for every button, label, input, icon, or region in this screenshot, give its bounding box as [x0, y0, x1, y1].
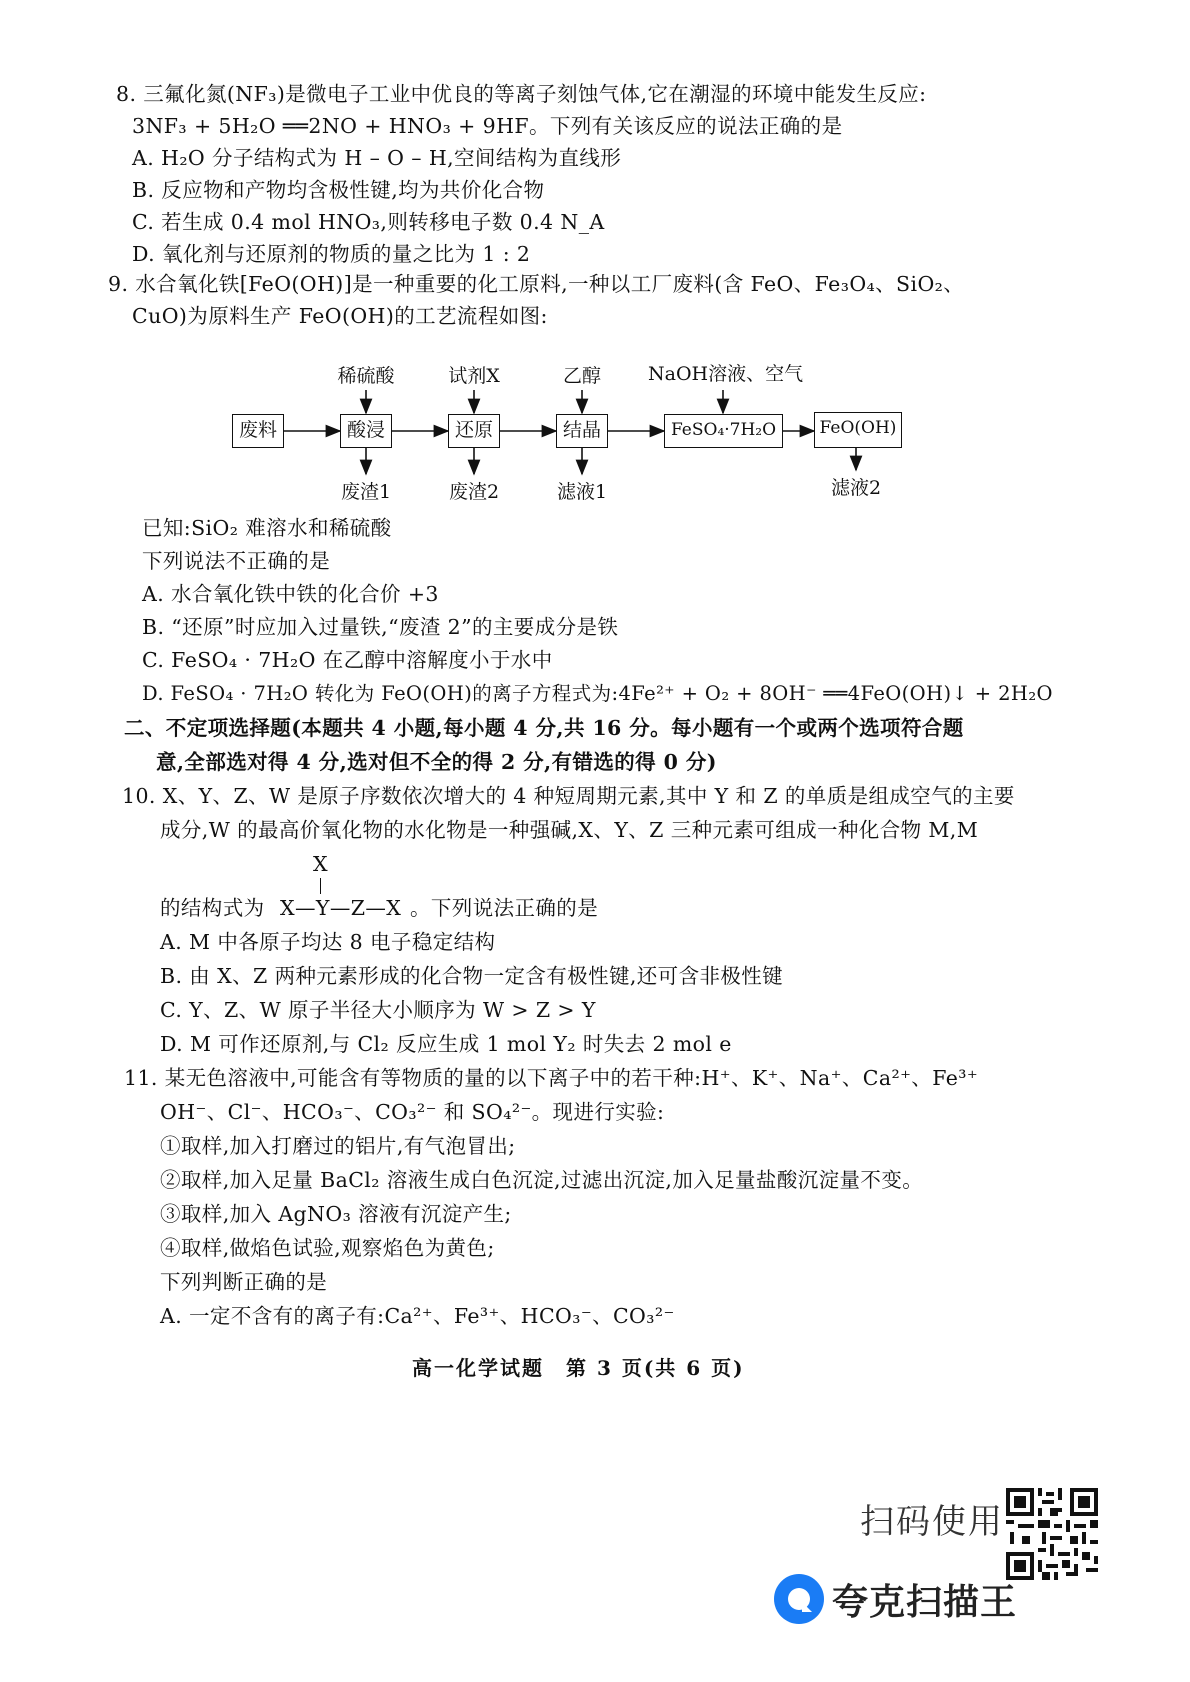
q8-option-b: B. 反应物和产物均含极性键,均为共价化合物 [132, 178, 545, 202]
q8-option-d: D. 氧化剂与还原剂的物质的量之比为 1 : 2 [132, 242, 531, 266]
q10-option-a: A. M 中各原子均达 8 电子稳定结构 [160, 930, 496, 954]
q11-stem: 下列判断正确的是 [160, 1270, 328, 1294]
q10-structure-bond [320, 878, 321, 894]
q10-structure-formula: X—Y—Z—X [280, 896, 402, 920]
flow-box-reduction: 还原 [448, 414, 500, 448]
q10-line1: 10. X、Y、Z、W 是原子序数依次增大的 4 种短周期元素,其中 Y 和 Z 的单质是组成空气的主要 [122, 784, 1015, 808]
q10-line3-suffix: 。下列说法正确的是 [410, 896, 599, 920]
q9-known: 已知:SiO₂ 难溶水和稀硫酸 [142, 516, 392, 540]
q8-option-a: A. H₂O 分子结构式为 H – O – H,空间结构为直线形 [132, 146, 622, 170]
q10-option-c: C. Y、Z、W 原子半径大小顺序为 W > Z > Y [160, 998, 596, 1022]
flow-output-residue2: 废渣2 [448, 481, 500, 503]
quark-logo-icon [772, 1572, 826, 1630]
q9-line2: CuO)为原料生产 FeO(OH)的工艺流程如图: [132, 304, 548, 328]
q8-option-c: C. 若生成 0.4 mol HNO₃,则转移电子数 0.4 N_A [132, 210, 605, 234]
flow-input-ethanol: 乙醇 [562, 365, 601, 387]
q9-line1: 9. 水合氧化铁[FeO(OH)]是一种重要的化工原料,一种以工厂废料(含 FeO、Fe₃O₄、SiO₂、 [108, 272, 965, 296]
section2-heading-line2: 意,全部选对得 4 分,选对但不全的得 2 分,有错选的得 0 分) [156, 750, 717, 774]
q9-option-c: C. FeSO₄ · 7H₂O 在乙醇中溶解度小于水中 [142, 648, 553, 672]
scan-to-use-text: 扫码使用 [860, 1502, 1004, 1542]
flow-box-feooh: FeO(OH) [814, 412, 902, 448]
qr-code-icon[interactable] [1006, 1488, 1098, 1584]
q9-stem: 下列说法不正确的是 [142, 549, 331, 573]
q11-experiment2: ②取样,加入足量 BaCl₂ 溶液生成白色沉淀,过滤出沉淀,加入足量盐酸沉淀量不变。 [160, 1168, 924, 1192]
q9-option-a: A. 水合氧化铁中铁的化合价 +3 [142, 582, 439, 606]
flow-input-reagent-x: 试剂X [448, 365, 500, 387]
q10-line3-prefix: 的结构式为 [160, 896, 265, 920]
flow-input-naoh-air: NaOH溶液、空气 [648, 363, 804, 385]
q10-option-d: D. M 可作还原剂,与 Cl₂ 反应生成 1 mol Y₂ 时失去 2 mol e [160, 1032, 732, 1056]
q9-option-b: B. “还原”时应加入过量铁,“废渣 2”的主要成分是铁 [142, 615, 619, 639]
brand-name: 夸克扫描王 [832, 1582, 1018, 1623]
q11-option-a: A. 一定不含有的离子有:Ca²⁺、Fe³⁺、HCO₃⁻、CO₃²⁻ [160, 1304, 675, 1328]
q8-line2: 3NF₃ + 5H₂O ══2NO + HNO₃ + 9HF。下列有关该反应的说法正确的是 [132, 114, 843, 138]
flow-output-filtrate1: 滤液1 [556, 481, 608, 503]
q11-line1: 11. 某无色溶液中,可能含有等物质的量的以下离子中的若干种:H⁺、K⁺、Na⁺、Ca²⁺、Fe³⁺ [124, 1066, 979, 1090]
q11-line2: OH⁻、Cl⁻、HCO₃⁻、CO₃²⁻ 和 SO₄²⁻。现进行实验: [160, 1100, 665, 1124]
flow-output-residue1: 废渣1 [340, 481, 392, 503]
q10-line2: 成分,W 的最高价氧化物的水化物是一种强碱,X、Y、Z 三种元素可组成一种化合物 M,M [160, 818, 979, 842]
q8-line1: 8. 三氟化氮(NF₃)是微电子工业中优良的等离子刻蚀气体,它在潮湿的环境中能发生反应: [116, 82, 927, 106]
flow-input-dilute-sulfuric-acid: 稀硫酸 [337, 365, 395, 387]
flow-box-acid-leach: 酸浸 [340, 414, 392, 448]
page-footer: 高一化学试题 第 3 页(共 6 页) [412, 1356, 745, 1380]
q9-option-d: D. FeSO₄ · 7H₂O 转化为 FeO(OH)的离子方程式为:4Fe²⁺ + O₂ + 8OH⁻ ══4FeO(OH)↓ + 2H₂O [142, 682, 1053, 705]
flow-box-feso4: FeSO₄·7H₂O [664, 414, 783, 448]
section2-heading-line1: 二、不定项选择题(本题共 4 小题,每小题 4 分,共 16 分。每小题有一个或两个选项符合题 [124, 716, 964, 740]
q11-experiment1: ①取样,加入打磨过的铝片,有气泡冒出; [160, 1134, 516, 1158]
q10-option-b: B. 由 X、Z 两种元素形成的化合物一定含有极性键,还可含非极性键 [160, 964, 784, 988]
flow-box-waste: 废料 [232, 414, 284, 448]
flow-box-crystallize: 结晶 [556, 414, 608, 448]
q10-structure-top-x: X [313, 852, 328, 876]
q11-experiment4: ④取样,做焰色试验,观察焰色为黄色; [160, 1236, 495, 1260]
flow-output-filtrate2: 滤液2 [830, 477, 882, 499]
q11-experiment3: ③取样,加入 AgNO₃ 溶液有沉淀产生; [160, 1202, 512, 1226]
